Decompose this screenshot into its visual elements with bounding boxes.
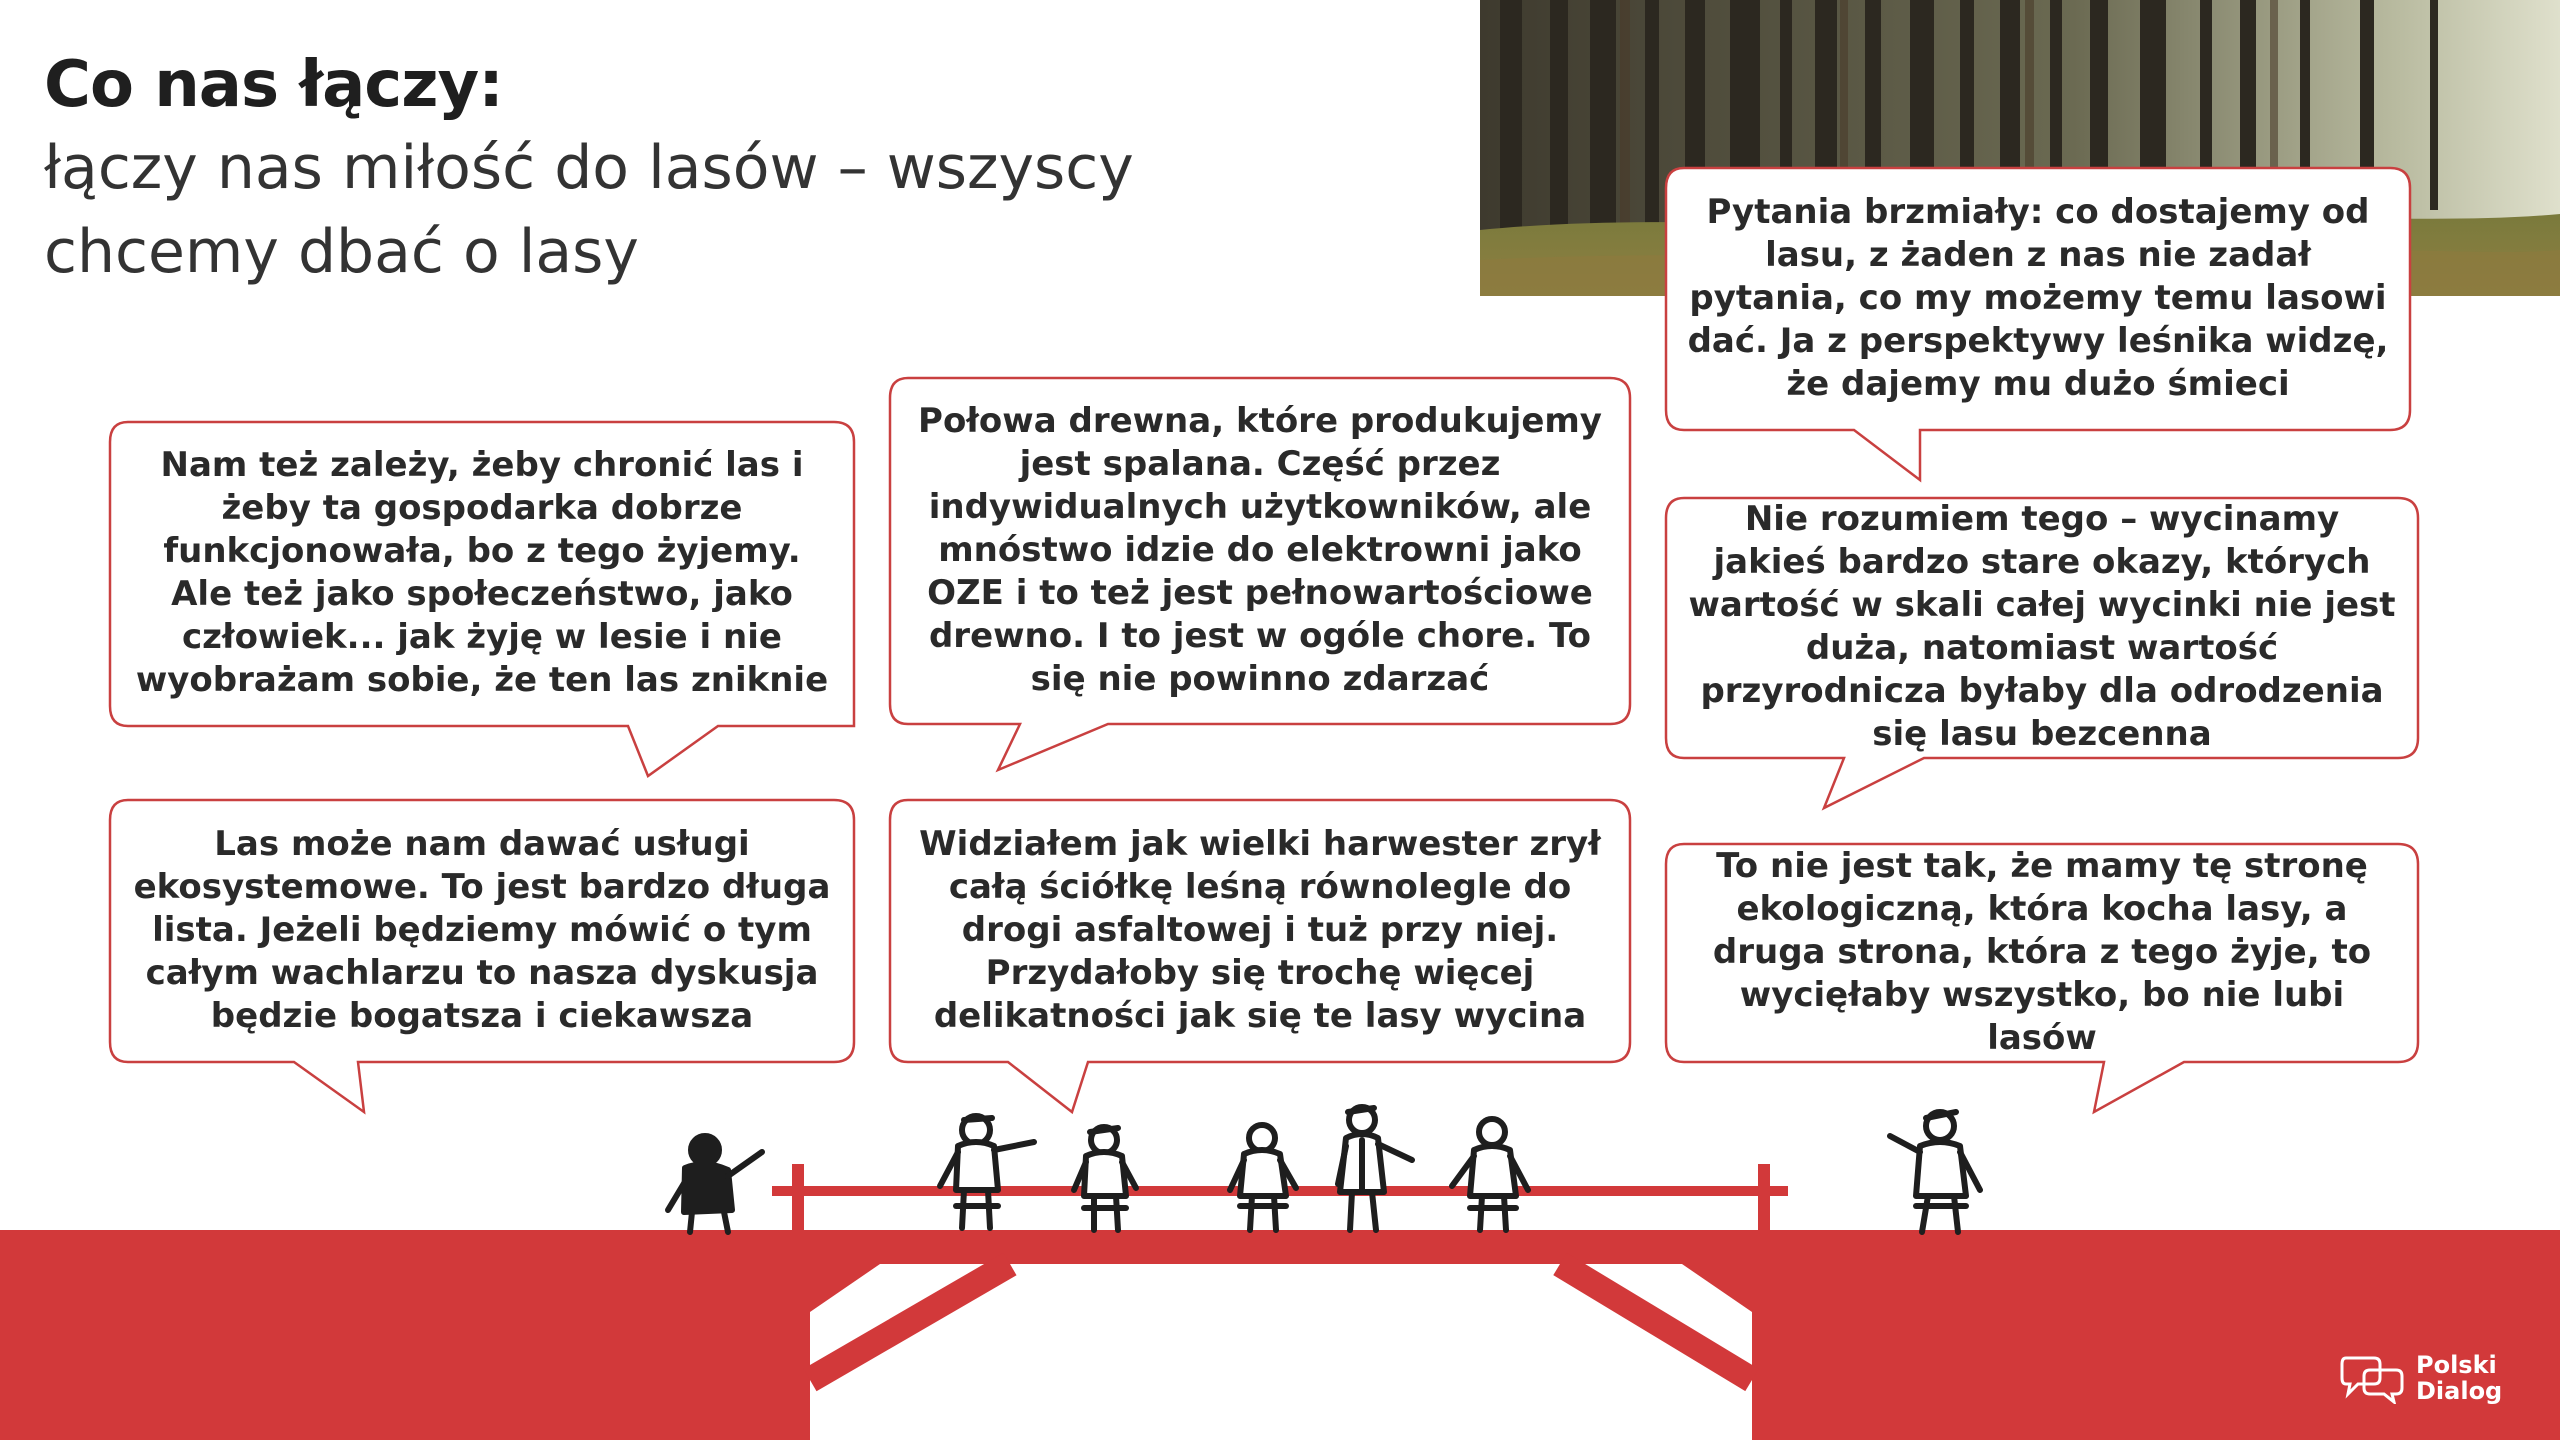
logo-text [2416,1352,2502,1404]
quote-text: Nam też zależy, żeby chronić las i żeby ta gospodarka dobrze funkcjonowała, bo z tego żyjemy. Ale też jako społeczeństwo, jako człowiek... jak żyję w lesie i nie wyobrażam sobie, że ten las zniknie [135,445,829,700]
quote-text: Nie rozumiem tego – wycinamy jakieś bardzo stare okazy, których wartość w skali całej wycinki nie jest duża, natomiast wartość przyrodnicza byłaby dla odrodzenia się lasu bezcenna [1688,499,2396,754]
quote-text: Pytania brzmiały: co dostajemy od lasu, z żaden z nas nie zadał pytania, co my możemy temu lasowi dać. Ja z perspektywy leśnika widzę, że dajemy mu dużo śmieci [1687,191,2389,404]
quote-text: To nie jest tak, że mamy tę stronę ekologiczną, która kocha lasy, a druga strona, która z tego żyje, to wycięłaby wszystko, bo nie lubi lasów [1712,845,2372,1058]
logo-line-2: Dialog [2416,1377,2503,1405]
page-subtitle: łączy nas miłość do lasów – wszyscy chcemy dbać o lasy [44,133,1134,287]
title-block [44,48,1444,294]
polski-dialog-logo [2340,1352,2502,1404]
people-figures [668,1107,1980,1232]
logo-line-1: Polski [2416,1351,2497,1379]
page-title: Co nas łączy: [44,48,503,122]
right-bank [1752,1230,2560,1440]
quote-text: Połowa drewna, które produkujemy jest spalana. Część przez indywidualnych użytkowników, ale mnóstwo idzie do elektrowni jako OZE i to też jest pełnowartościowe drewno. I to jest w ogóle chore. To się nie powinno zdarzać [918,400,1602,699]
speech-bubbles-icon [2340,1352,2404,1404]
bridge-deck [770,1230,1780,1264]
left-bank [0,1230,810,1440]
quote-text: Widziałem jak wielki harwester zrył całą ściółkę leśną równolegle do drogi asfaltowej i tuż przy niej. Przydałoby się trochę więcej delikatności jak się te lasy wycina [919,823,1601,1036]
bridge-scene [0,1080,2560,1440]
quote-text: Las może nam dawać usługi ekosystemowe. To jest bardzo długa lista. Jeżeli będziemy mówić o tym całym wachlarzu to nasza dyskusja będzie bogatsza i ciekawsza [133,823,831,1036]
